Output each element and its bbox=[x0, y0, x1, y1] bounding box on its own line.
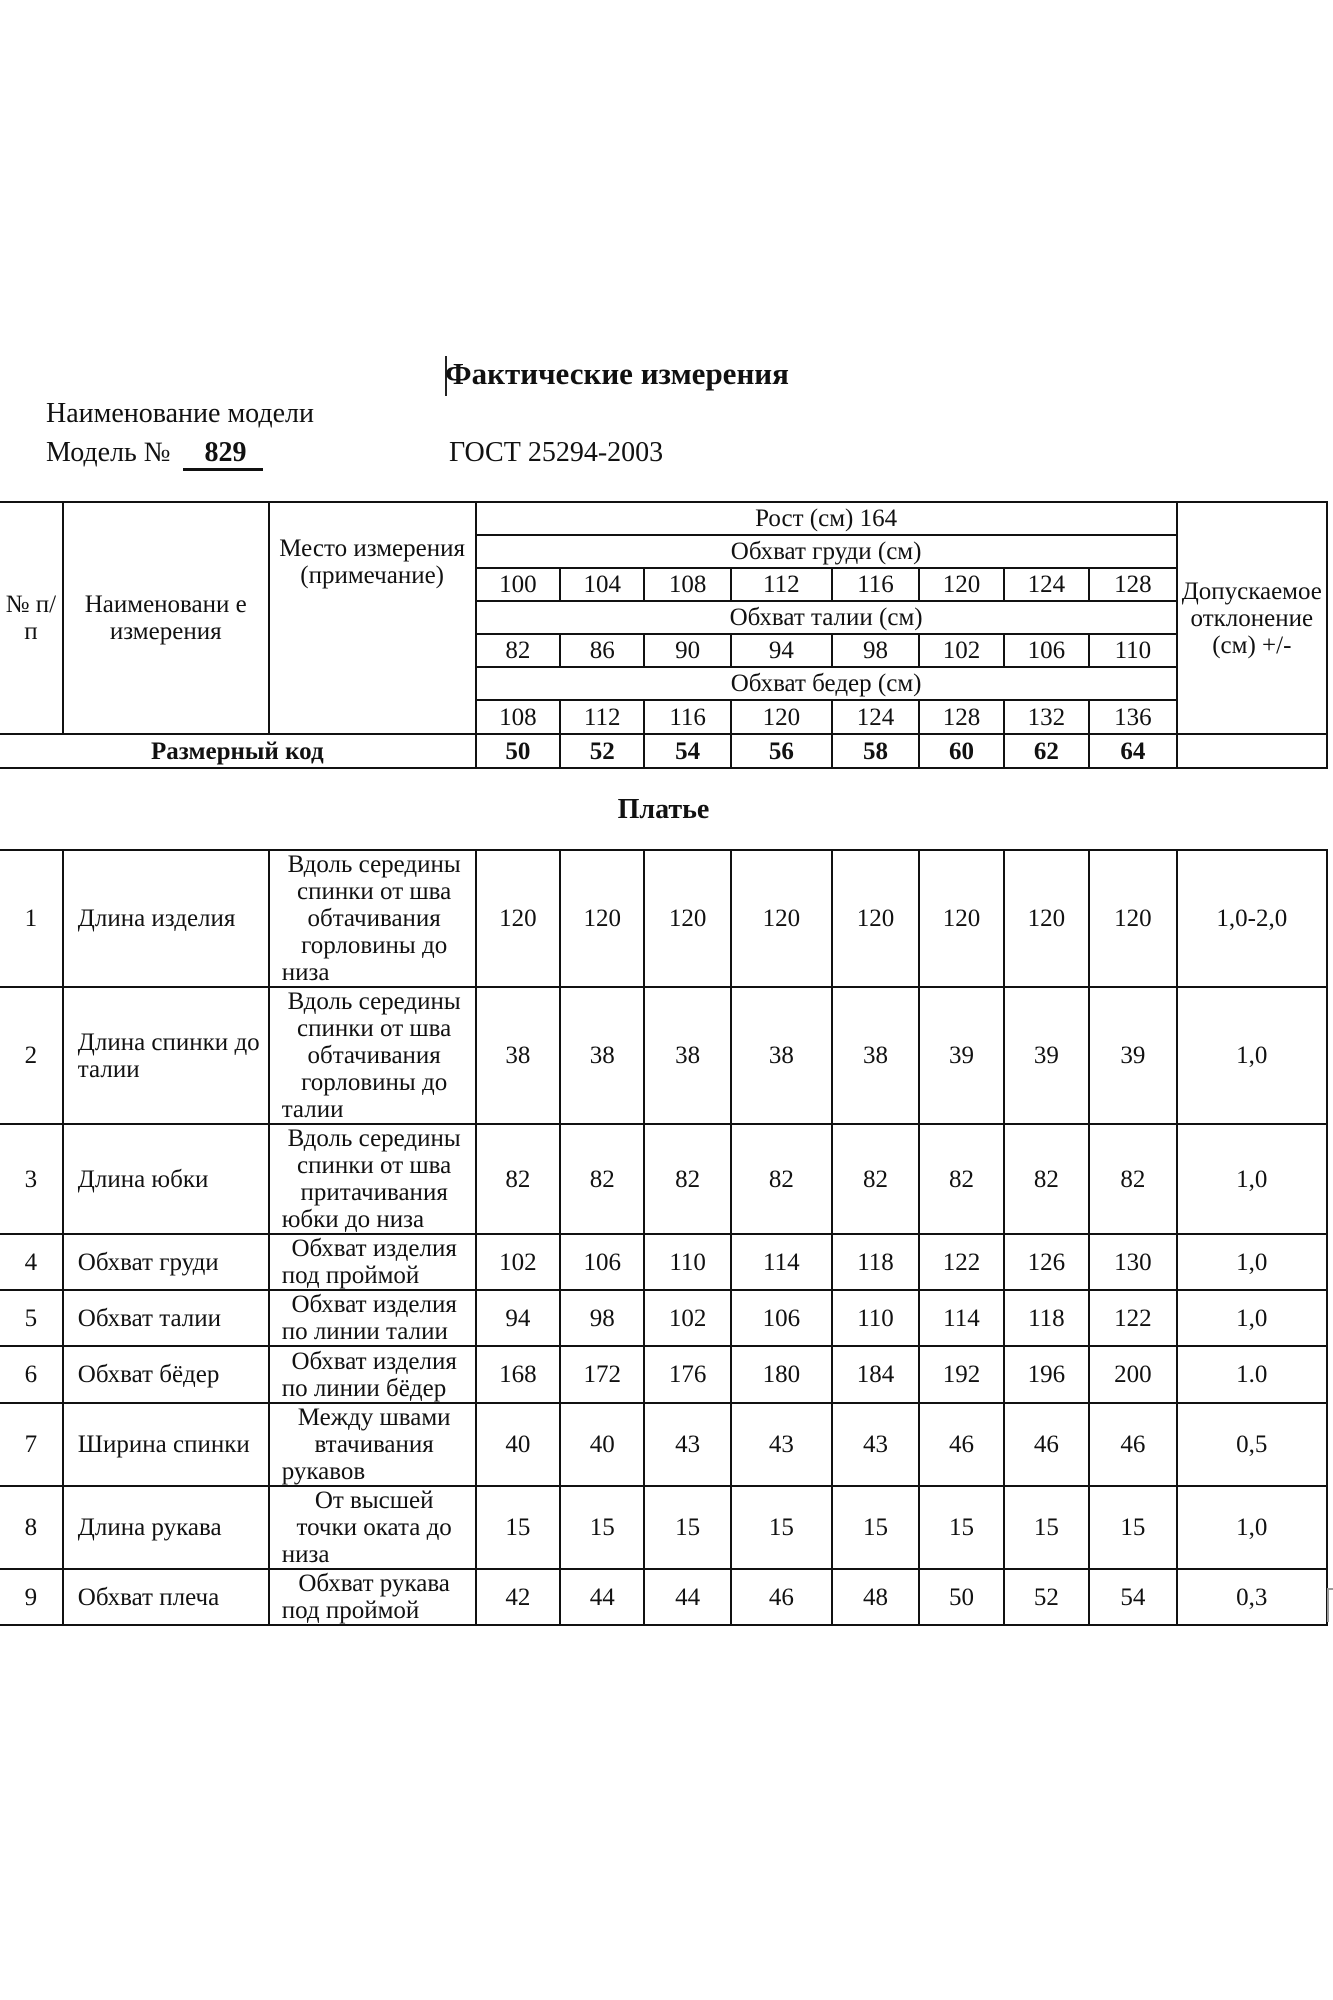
size-code-cell: 54 bbox=[644, 734, 730, 768]
waist-size-cell: 82 bbox=[476, 634, 560, 667]
hip-size-cell: 116 bbox=[644, 700, 730, 734]
hip-size-cell: 120 bbox=[731, 700, 832, 734]
hip-size-cell: 108 bbox=[476, 700, 560, 734]
measurement-value: 120 bbox=[832, 850, 920, 987]
header-hips: Обхват бедер (см) bbox=[476, 667, 1177, 700]
measurement-value: 168 bbox=[476, 1346, 560, 1403]
row-number: 3 bbox=[0, 1124, 63, 1234]
measurement-value: 98 bbox=[560, 1290, 644, 1346]
row-number: 7 bbox=[0, 1403, 63, 1486]
header-waist: Обхват талии (см) bbox=[476, 601, 1177, 634]
measurement-value: 122 bbox=[919, 1234, 1003, 1290]
measurement-value: 46 bbox=[1089, 1403, 1177, 1486]
hip-size-cell: 112 bbox=[560, 700, 644, 734]
measurement-value: 42 bbox=[476, 1569, 560, 1625]
size-code-cell: 64 bbox=[1089, 734, 1177, 768]
header-name: Наименовани е измерения bbox=[63, 502, 269, 734]
measurement-note: Вдоль середины спинки от шва притачивания юбки до низа bbox=[269, 1124, 476, 1234]
measurement-value: 43 bbox=[644, 1403, 730, 1486]
chest-size-cell: 108 bbox=[644, 568, 730, 601]
measurement-value: 38 bbox=[476, 987, 560, 1124]
row-number: 8 bbox=[0, 1486, 63, 1569]
chest-size-cell: 104 bbox=[560, 568, 644, 601]
size-code-cell: 52 bbox=[560, 734, 644, 768]
tolerance-value: 1,0 bbox=[1177, 1124, 1327, 1234]
measurement-name: Длина изделия bbox=[63, 850, 269, 987]
measurement-value: 15 bbox=[731, 1486, 832, 1569]
measurement-value: 126 bbox=[1004, 1234, 1089, 1290]
measurement-value: 106 bbox=[560, 1234, 644, 1290]
measurement-value: 39 bbox=[1004, 987, 1089, 1124]
header-chest: Обхват груди (см) bbox=[476, 535, 1177, 568]
measurement-value: 114 bbox=[731, 1234, 832, 1290]
measurement-value: 46 bbox=[919, 1403, 1003, 1486]
chest-size-cell: 124 bbox=[1004, 568, 1089, 601]
measurement-value: 200 bbox=[1089, 1346, 1177, 1403]
table-row bbox=[0, 1234, 1327, 1290]
chest-size-cell: 112 bbox=[731, 568, 832, 601]
measurement-value: 46 bbox=[731, 1569, 832, 1625]
measurement-value: 120 bbox=[731, 850, 832, 987]
measurement-value: 172 bbox=[560, 1346, 644, 1403]
waist-size-cell: 86 bbox=[560, 634, 644, 667]
table-row bbox=[0, 1346, 1327, 1403]
waist-size-cell: 94 bbox=[731, 634, 832, 667]
measurement-note: Между швами втачивания рукавов bbox=[269, 1403, 476, 1486]
row-number: 6 bbox=[0, 1346, 63, 1403]
measurement-name: Длина спинки до талии bbox=[63, 987, 269, 1124]
measurement-value: 118 bbox=[1004, 1290, 1089, 1346]
table-row bbox=[0, 850, 1327, 987]
measurement-value: 39 bbox=[919, 987, 1003, 1124]
measurement-value: 118 bbox=[832, 1234, 920, 1290]
measurement-value: 106 bbox=[731, 1290, 832, 1346]
measurement-value: 38 bbox=[731, 987, 832, 1124]
measurement-value: 15 bbox=[832, 1486, 920, 1569]
measurement-value: 82 bbox=[731, 1124, 832, 1234]
measurement-name: Обхват груди bbox=[63, 1234, 269, 1290]
table-row bbox=[0, 987, 1327, 1124]
measurement-value: 40 bbox=[560, 1403, 644, 1486]
waist-size-cell: 102 bbox=[919, 634, 1003, 667]
measurement-note: Обхват рукава под проймой bbox=[269, 1569, 476, 1625]
measurement-value: 44 bbox=[560, 1569, 644, 1625]
header-place: Место измерения (примечание) bbox=[269, 502, 476, 734]
chest-size-cell: 100 bbox=[476, 568, 560, 601]
measurement-value: 15 bbox=[476, 1486, 560, 1569]
measurement-value: 44 bbox=[644, 1569, 730, 1625]
measurement-value: 15 bbox=[919, 1486, 1003, 1569]
hip-size-cell: 132 bbox=[1004, 700, 1089, 734]
model-number-line bbox=[46, 437, 263, 471]
measurement-value: 120 bbox=[1089, 850, 1177, 987]
row-number: 4 bbox=[0, 1234, 63, 1290]
measurement-value: 180 bbox=[731, 1346, 832, 1403]
hip-size-cell: 128 bbox=[919, 700, 1003, 734]
row-number: 9 bbox=[0, 1569, 63, 1625]
measurement-value: 50 bbox=[919, 1569, 1003, 1625]
measurement-value: 46 bbox=[1004, 1403, 1089, 1486]
measurement-value: 184 bbox=[832, 1346, 920, 1403]
measurement-name: Длина юбки bbox=[63, 1124, 269, 1234]
table-row bbox=[0, 1403, 1327, 1486]
chest-size-cell: 128 bbox=[1089, 568, 1177, 601]
measurement-note: Вдоль середины спинки от шва обтачивания горловины до талии bbox=[269, 987, 476, 1124]
tolerance-value: 1,0 bbox=[1177, 1234, 1327, 1290]
measurement-note: Обхват изделия по линии талии bbox=[269, 1290, 476, 1346]
size-code-cell: 50 bbox=[476, 734, 560, 768]
table-row bbox=[0, 1569, 1327, 1625]
table-resize-handle bbox=[1327, 1588, 1333, 1622]
measurement-value: 40 bbox=[476, 1403, 560, 1486]
measurement-value: 52 bbox=[1004, 1569, 1089, 1625]
header-height: Рост (см) 164 bbox=[476, 502, 1177, 535]
measurement-value: 15 bbox=[644, 1486, 730, 1569]
chest-size-cell: 120 bbox=[919, 568, 1003, 601]
waist-size-cell: 90 bbox=[644, 634, 730, 667]
measurement-value: 120 bbox=[1004, 850, 1089, 987]
measurement-value: 38 bbox=[644, 987, 730, 1124]
measurement-value: 15 bbox=[1004, 1486, 1089, 1569]
model-number-value: 829 bbox=[183, 438, 263, 471]
measurement-value: 15 bbox=[560, 1486, 644, 1569]
tolerance-value: 1,0 bbox=[1177, 1290, 1327, 1346]
measurement-value: 120 bbox=[476, 850, 560, 987]
size-code-cell: 60 bbox=[919, 734, 1003, 768]
measurement-value: 176 bbox=[644, 1346, 730, 1403]
measurement-value: 82 bbox=[1004, 1124, 1089, 1234]
tolerance-value: 1,0 bbox=[1177, 1486, 1327, 1569]
measurement-name: Обхват талии bbox=[63, 1290, 269, 1346]
tolerance-value: 1,0-2,0 bbox=[1177, 850, 1327, 987]
measurement-value: 122 bbox=[1089, 1290, 1177, 1346]
tolerance-value: 0,3 bbox=[1177, 1569, 1327, 1625]
measurement-value: 48 bbox=[832, 1569, 920, 1625]
measurement-value: 82 bbox=[919, 1124, 1003, 1234]
measurement-value: 43 bbox=[832, 1403, 920, 1486]
measurement-name: Ширина спинки bbox=[63, 1403, 269, 1486]
measurement-note: От высшей точки оката до низа bbox=[269, 1486, 476, 1569]
document-title: Фактические измерения bbox=[445, 356, 789, 391]
table-row bbox=[0, 1124, 1327, 1234]
header-tolerance: Допускаемое отклонение (см) +/- bbox=[1177, 502, 1327, 734]
measurement-value: 102 bbox=[476, 1234, 560, 1290]
measurement-value: 39 bbox=[1089, 987, 1177, 1124]
measurement-value: 82 bbox=[476, 1124, 560, 1234]
measurement-value: 110 bbox=[832, 1290, 920, 1346]
tolerance-value: 1,0 bbox=[1177, 987, 1327, 1124]
table-row bbox=[0, 1486, 1327, 1569]
measurement-value: 38 bbox=[832, 987, 920, 1124]
table-row bbox=[0, 1290, 1327, 1346]
waist-size-cell: 106 bbox=[1004, 634, 1089, 667]
tolerance-value: 0,5 bbox=[1177, 1403, 1327, 1486]
size-code-cell: 58 bbox=[832, 734, 920, 768]
model-name-label: Наименование модели bbox=[46, 398, 314, 429]
measurement-value: 54 bbox=[1089, 1569, 1177, 1625]
measurement-value: 120 bbox=[560, 850, 644, 987]
row-number: 1 bbox=[0, 850, 63, 987]
measurement-name: Длина рукава bbox=[63, 1486, 269, 1569]
measurement-value: 15 bbox=[1089, 1486, 1177, 1569]
model-number-label: Модель № bbox=[46, 437, 171, 468]
measurement-value: 94 bbox=[476, 1290, 560, 1346]
size-code-cell: 62 bbox=[1004, 734, 1089, 768]
measurement-note: Вдоль середины спинки от шва обтачивания горловины до низа bbox=[269, 850, 476, 987]
size-code-cell: 56 bbox=[731, 734, 832, 768]
tolerance-value: 1.0 bbox=[1177, 1346, 1327, 1403]
row-number: 2 bbox=[0, 987, 63, 1124]
measurement-value: 102 bbox=[644, 1290, 730, 1346]
measurement-value: 82 bbox=[832, 1124, 920, 1234]
chest-size-cell: 116 bbox=[832, 568, 920, 601]
size-code-blank bbox=[1177, 734, 1327, 768]
measurement-value: 43 bbox=[731, 1403, 832, 1486]
measurement-name: Обхват плеча bbox=[63, 1569, 269, 1625]
gost-standard: ГОСТ 25294-2003 bbox=[449, 437, 664, 468]
measurement-note: Обхват изделия по линии бёдер bbox=[269, 1346, 476, 1403]
measurement-value: 38 bbox=[560, 987, 644, 1124]
header-size-code: Размерный код bbox=[0, 734, 476, 768]
measurement-value: 110 bbox=[644, 1234, 730, 1290]
measurement-table bbox=[0, 501, 1328, 1626]
measurement-note: Обхват изделия под проймой bbox=[269, 1234, 476, 1290]
header-num: № п/п bbox=[0, 502, 63, 734]
measurement-value: 82 bbox=[1089, 1124, 1177, 1234]
measurement-value: 114 bbox=[919, 1290, 1003, 1346]
measurement-value: 130 bbox=[1089, 1234, 1177, 1290]
hip-size-cell: 124 bbox=[832, 700, 920, 734]
measurement-name: Обхват бёдер bbox=[63, 1346, 269, 1403]
hip-size-cell: 136 bbox=[1089, 700, 1177, 734]
measurement-value: 192 bbox=[919, 1346, 1003, 1403]
measurement-value: 82 bbox=[644, 1124, 730, 1234]
waist-size-cell: 110 bbox=[1089, 634, 1177, 667]
measurement-value: 82 bbox=[560, 1124, 644, 1234]
row-number: 5 bbox=[0, 1290, 63, 1346]
measurement-value: 120 bbox=[644, 850, 730, 987]
measurement-value: 120 bbox=[919, 850, 1003, 987]
measurement-value: 196 bbox=[1004, 1346, 1089, 1403]
section-title: Платье bbox=[0, 768, 1327, 850]
waist-size-cell: 98 bbox=[832, 634, 920, 667]
